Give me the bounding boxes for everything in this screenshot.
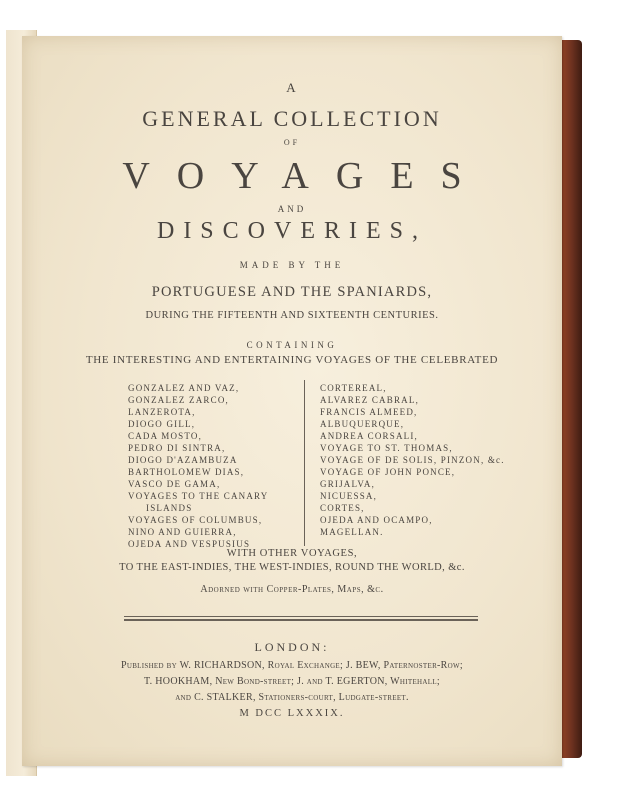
list-item: ALBUQUERQUE, — [320, 419, 405, 429]
title-portuguese-spaniards: PORTUGUESE AND THE SPANIARDS, — [151, 284, 433, 300]
double-rule-bottom — [124, 619, 478, 621]
list-item: FRANCIS ALMEED, — [320, 407, 418, 417]
title-and: AND — [277, 204, 307, 214]
imprint-publishers-line-1: Published by W. RICHARDSON, Royal Exchange; J. BEW, Paternoster-Row; — [120, 660, 463, 671]
title-with-other-voyages: WITH OTHER VOYAGES, — [226, 548, 358, 559]
list-item: VOYAGE OF DE SOLIS, PINZON, &c. — [320, 455, 505, 465]
list-item: ANDREA CORSALI, — [320, 431, 419, 441]
list-item: MAGELLAN. — [320, 527, 384, 537]
list-item: OJEDA AND OCAMPO, — [320, 515, 433, 525]
list-item: VOYAGE TO ST. THOMAS, — [320, 443, 453, 453]
imprint-publishers-line-2: T. HOOKHAM, New Bond-street; J. and T. EGERTON, Whitehall; — [144, 676, 440, 687]
title-general-collection: GENERAL COLLECTION — [142, 106, 442, 131]
list-item: NINO AND GUIERRA, — [128, 527, 237, 537]
title-voyages: VOYAGES — [122, 155, 489, 197]
title-page — [22, 36, 562, 766]
column-divider — [304, 380, 305, 546]
voyagers-left-column — [128, 382, 268, 550]
list-item: DIOGO GILL, — [128, 419, 196, 429]
list-item: CADA MOSTO, — [128, 431, 203, 441]
list-item: VOYAGES TO THE CANARY — [128, 491, 269, 501]
list-item: CORTES, — [320, 503, 365, 513]
imprint-publishers-line-3: and C. STALKER, Stationers-court, Ludgate-street. — [175, 692, 409, 703]
list-item: VASCO DE GAMA, — [128, 479, 221, 489]
title-made-by: MADE BY THE — [239, 260, 345, 270]
title-containing: CONTAINING — [246, 340, 338, 350]
title-adorned: Adorned with Copper-Plates, Maps, &c. — [200, 584, 384, 595]
list-item: DIOGO D'AZAMBUZA — [128, 455, 238, 465]
imprint-place: LONDON: — [254, 640, 330, 654]
title-interesting-voyages: THE INTERESTING AND ENTERTAINING VOYAGES OF THE CELEBRATED — [85, 354, 499, 366]
list-item: ISLANDS — [146, 503, 193, 513]
list-item: CORTEREAL, — [320, 383, 387, 393]
list-item: LANZEROTA, — [128, 407, 196, 417]
list-item: NICUESSA, — [320, 491, 378, 501]
imprint-date: M DCC LXXXIX. — [239, 708, 345, 719]
list-item: ALVAREZ CABRAL, — [320, 395, 420, 405]
voyagers-right-column — [320, 382, 505, 538]
list-item: VOYAGES OF COLUMBUS, — [128, 515, 263, 525]
title-discoveries: DISCOVERIES, — [156, 218, 427, 244]
list-item: GRIJALVA, — [320, 479, 376, 489]
list-item: GONZALEZ ZARCO, — [128, 395, 229, 405]
title-of: OF — [283, 138, 301, 147]
title-destinations: TO THE EAST-INDIES, THE WEST-INDIES, ROUND THE WORLD, &c. — [119, 562, 465, 573]
list-item: OJEDA AND VESPUSIUS — [128, 539, 251, 549]
double-rule-top — [124, 616, 478, 617]
title-article: A — [286, 80, 298, 95]
list-item: BARTHOLOMEW DIAS, — [128, 467, 245, 477]
list-item: GONZALEZ AND VAZ, — [128, 383, 240, 393]
list-item: VOYAGE OF JOHN PONCE, — [320, 467, 456, 477]
list-item: PEDRO DI SINTRA, — [128, 443, 226, 453]
title-centuries: DURING THE FIFTEENTH AND SIXTEENTH CENTURIES. — [145, 310, 439, 321]
